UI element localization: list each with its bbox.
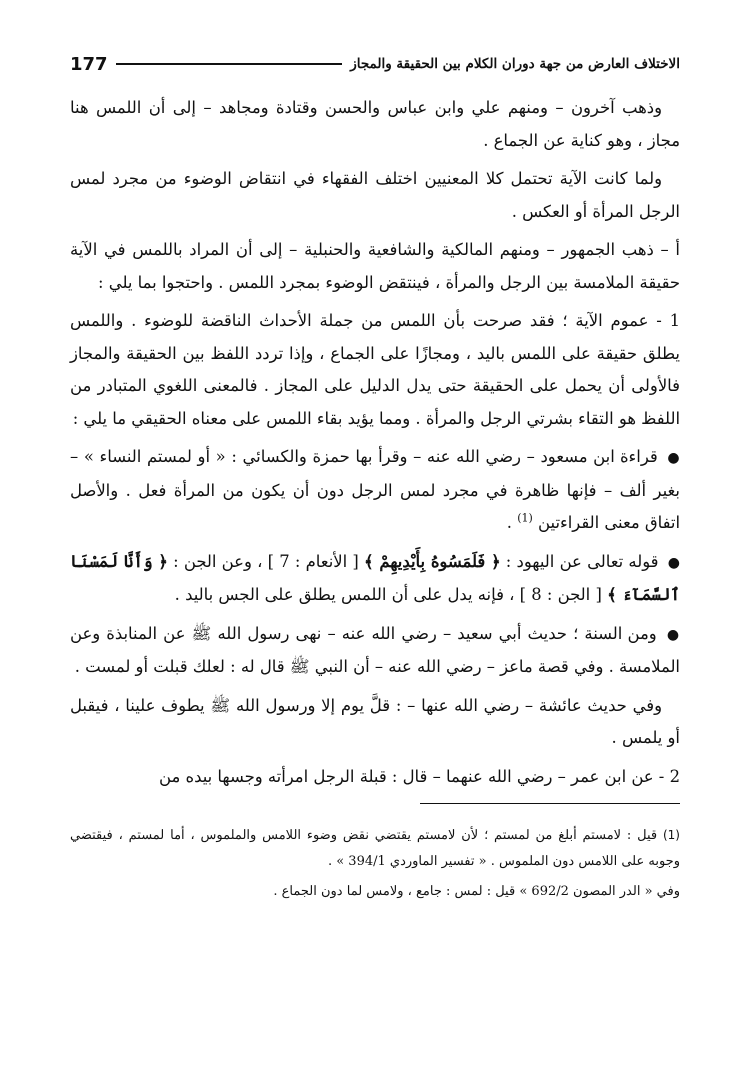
- header-title: الاختلاف العارض من جهة دوران الكلام بين الحقيقة والمجاز: [350, 56, 680, 72]
- bullet-item: [70, 441, 680, 540]
- main-text: [70, 92, 680, 793]
- footnote-reference: (1): [517, 511, 533, 525]
- quran-verse: ﴿ فَلَمَسُوهُ بِأَيْدِيهِمْ ﴾: [364, 551, 501, 571]
- footnotes: [70, 822, 680, 905]
- paragraph: 2 - عن ابن عمر – رضي الله عنهما – قال : قبلة الرجل امرأته وجسها بيده من: [159, 766, 680, 786]
- bullet-text: ومن السنة ؛ حديث أبي سعيد – رضي الله عنه – نهى رسول الله ﷺ عن المنابذة وعن الملامسة . وفي قصة ماعز – رضي الله عنه – أن النبي ﷺ قال له : لعلك قبلت أو لمست .: [70, 623, 680, 676]
- header-rule: [116, 63, 343, 65]
- paragraph: وذهب آخرون – ومنهم علي وابن عباس والحسن وقتادة ومجاهد – إلى أن اللمس هنا مجاز ، وهو كناية عن الجماع .: [70, 98, 680, 150]
- bullet-icon: ●: [667, 450, 680, 466]
- running-header: [70, 50, 680, 78]
- paragraph: 1 - عموم الآية ؛ فقد صرحت بأن اللمس من جملة الأحداث الناقضة للوضوء . واللمس يطلق حقيقة على اللمس باليد ، ومجازًا على الجماع ، وإذا تردد اللفظ بين الحقيقة والمجاز فالأولى أن يحمل على الحقيقة حتى يدل الدليل على المجاز . فالمعنى اللغوي المتبادر من اللفظ هو التقاء بشرتي الرجل والمرأة . ومما يؤيد بقاء اللمس على معناه الحقيقي ما يلي :: [70, 311, 680, 428]
- verse-reference: [ الأنعام : 7 ] ، وعن الجن :: [167, 551, 365, 571]
- bullet-icon: ●: [667, 554, 680, 571]
- bullet-text: قوله تعالى عن اليهود :: [500, 551, 659, 571]
- paragraph: ولما كانت الآية تحتمل كلا المعنيين اختلف الفقهاء في انتقاض الوضوء من مجرد لمس الرجل المرأة أو العكس .: [70, 169, 680, 221]
- footnote-number: (1): [662, 828, 680, 842]
- verse-reference: [ الجن : 8 ] ، فإنه يدل على أن اللمس يطلق على الجس باليد .: [174, 585, 608, 604]
- bullet-text: قراءة ابن مسعود – رضي الله عنه – وقرأ بها حمزة والكسائي : « أو لمستم النساء » – بغير ألف – فإنها ظاهرة في مجرد لمس الرجل دون أن يكون من المرأة فعل . والأصل اتفاق معنى القراءتين: [70, 447, 680, 532]
- footnote-separator: [420, 803, 680, 804]
- book-page: [70, 50, 680, 1070]
- page-number: 177: [70, 53, 108, 75]
- paragraph: أ – ذهب الجمهور – ومنهم المالكية والشافعية والحنبلية – إلى أن المراد باللمس في الآية حقيقة الملامسة بين الرجل والمرأة ، فينتقض الوضوء بمجرد اللمس . واحتجوا بما يلي :: [70, 240, 680, 292]
- bullet-end: .: [506, 513, 518, 532]
- paragraph: وفي حديث عائشة – رضي الله عنها – : قلَّ يوم إلا ورسول الله ﷺ يطوف علينا ، فيقبل أو يلمس .: [70, 695, 680, 747]
- bullet-item: [70, 618, 680, 684]
- bullet-icon: ●: [666, 626, 681, 643]
- footnote: وفي « الدر المصون 692/2 » قيل : لمس : جامع ، ولامس لما دون الجماع .: [273, 884, 680, 899]
- footnote: [70, 822, 680, 875]
- bullet-item: [70, 546, 680, 612]
- footnote-text: قيل : لامستم أبلغ من لمستم ؛ لأن لامستم يقتضي نقض وضوء اللامس والملموس ، أما لمستم ، فيقتضي وجوبه على اللامس دون الملموس . « تفسير الماوردي 394/1 » .: [70, 828, 680, 869]
- quran-verse: ﴿ وَأَنَّا لَمَسْنَا ٱلسَّمَآءَ ﴾: [70, 551, 680, 604]
